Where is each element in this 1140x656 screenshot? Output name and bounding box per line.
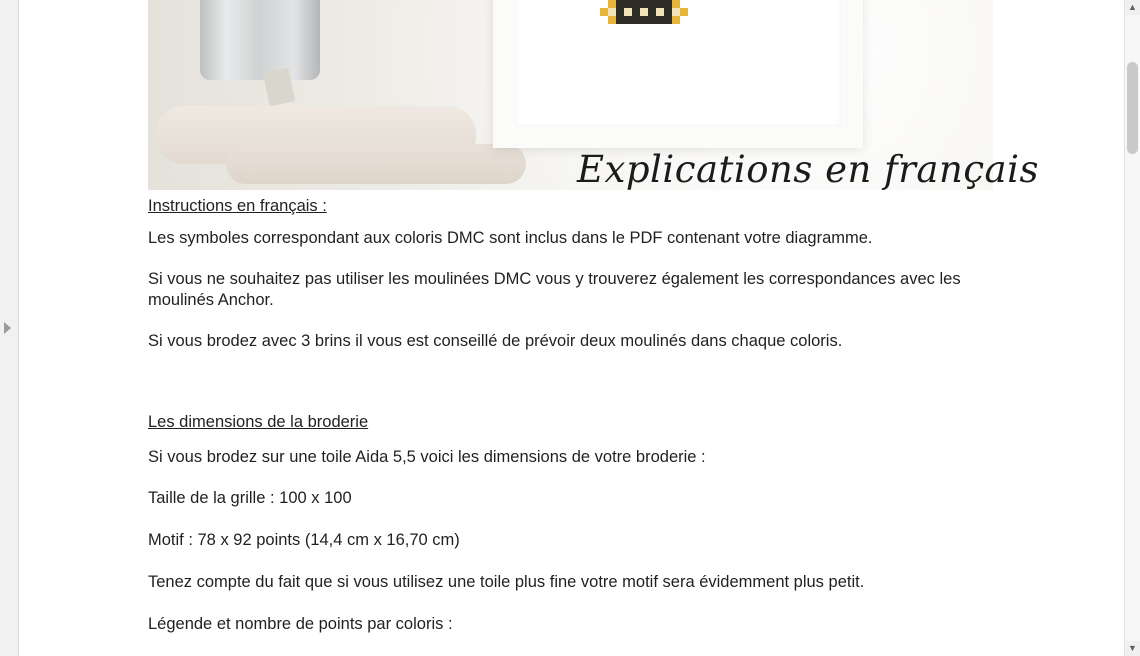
section-heading-dimensions: Les dimensions de la broderie	[148, 412, 369, 431]
cross-stitch-motif	[600, 0, 692, 26]
expand-panel-arrow-icon[interactable]	[4, 322, 11, 334]
scroll-down-arrow-icon[interactable]: ▼	[1125, 641, 1140, 656]
document-page	[19, 0, 1125, 656]
paragraph-grid-size: Taille de la grille : 100 x 100	[148, 489, 352, 508]
paragraph-anchor-equivalents: Si vous ne souhaitez pas utiliser les moulinées DMC vous y trouverez également les correspondances avec les moulinés Anchor.	[148, 269, 961, 310]
paragraph-three-strands: Si vous brodez avec 3 brins il vous est conseillé de prévoir deux moulinés dans chaque coloris.	[148, 332, 843, 351]
paragraph-symbols-dmc: Les symboles correspondant aux coloris DMC sont inclus dans le PDF contenant votre diagramme.	[148, 228, 873, 247]
section-heading-instructions: Instructions en français :	[148, 197, 327, 215]
paragraph-finer-fabric-note: Tenez compte du fait que si vous utilisez une toile plus fine votre motif sera évidemment plus petit.	[148, 572, 865, 591]
photo-wood-slab-front	[226, 144, 526, 184]
paragraph-aida-dimensions: Si vous brodez sur une toile Aida 5,5 voici les dimensions de votre broderie :	[148, 447, 706, 466]
section-spacer	[148, 376, 1048, 412]
scroll-up-arrow-icon[interactable]: ▲	[1125, 0, 1140, 15]
banner-overlay-title: Explications en français	[577, 148, 1039, 191]
vertical-scrollbar[interactable]	[1124, 0, 1140, 656]
photo-hanging-tag	[263, 68, 296, 107]
paragraph-motif-stitches: Motif : 78 x 92 points (14,4 cm x 16,70 cm)	[148, 531, 460, 550]
scrollbar-thumb[interactable]	[1127, 62, 1138, 154]
document-body	[148, 196, 1048, 633]
photo-metal-bucket	[200, 0, 320, 80]
paragraph-legend-cut-off: Légende et nombre de points par coloris :	[148, 614, 453, 633]
